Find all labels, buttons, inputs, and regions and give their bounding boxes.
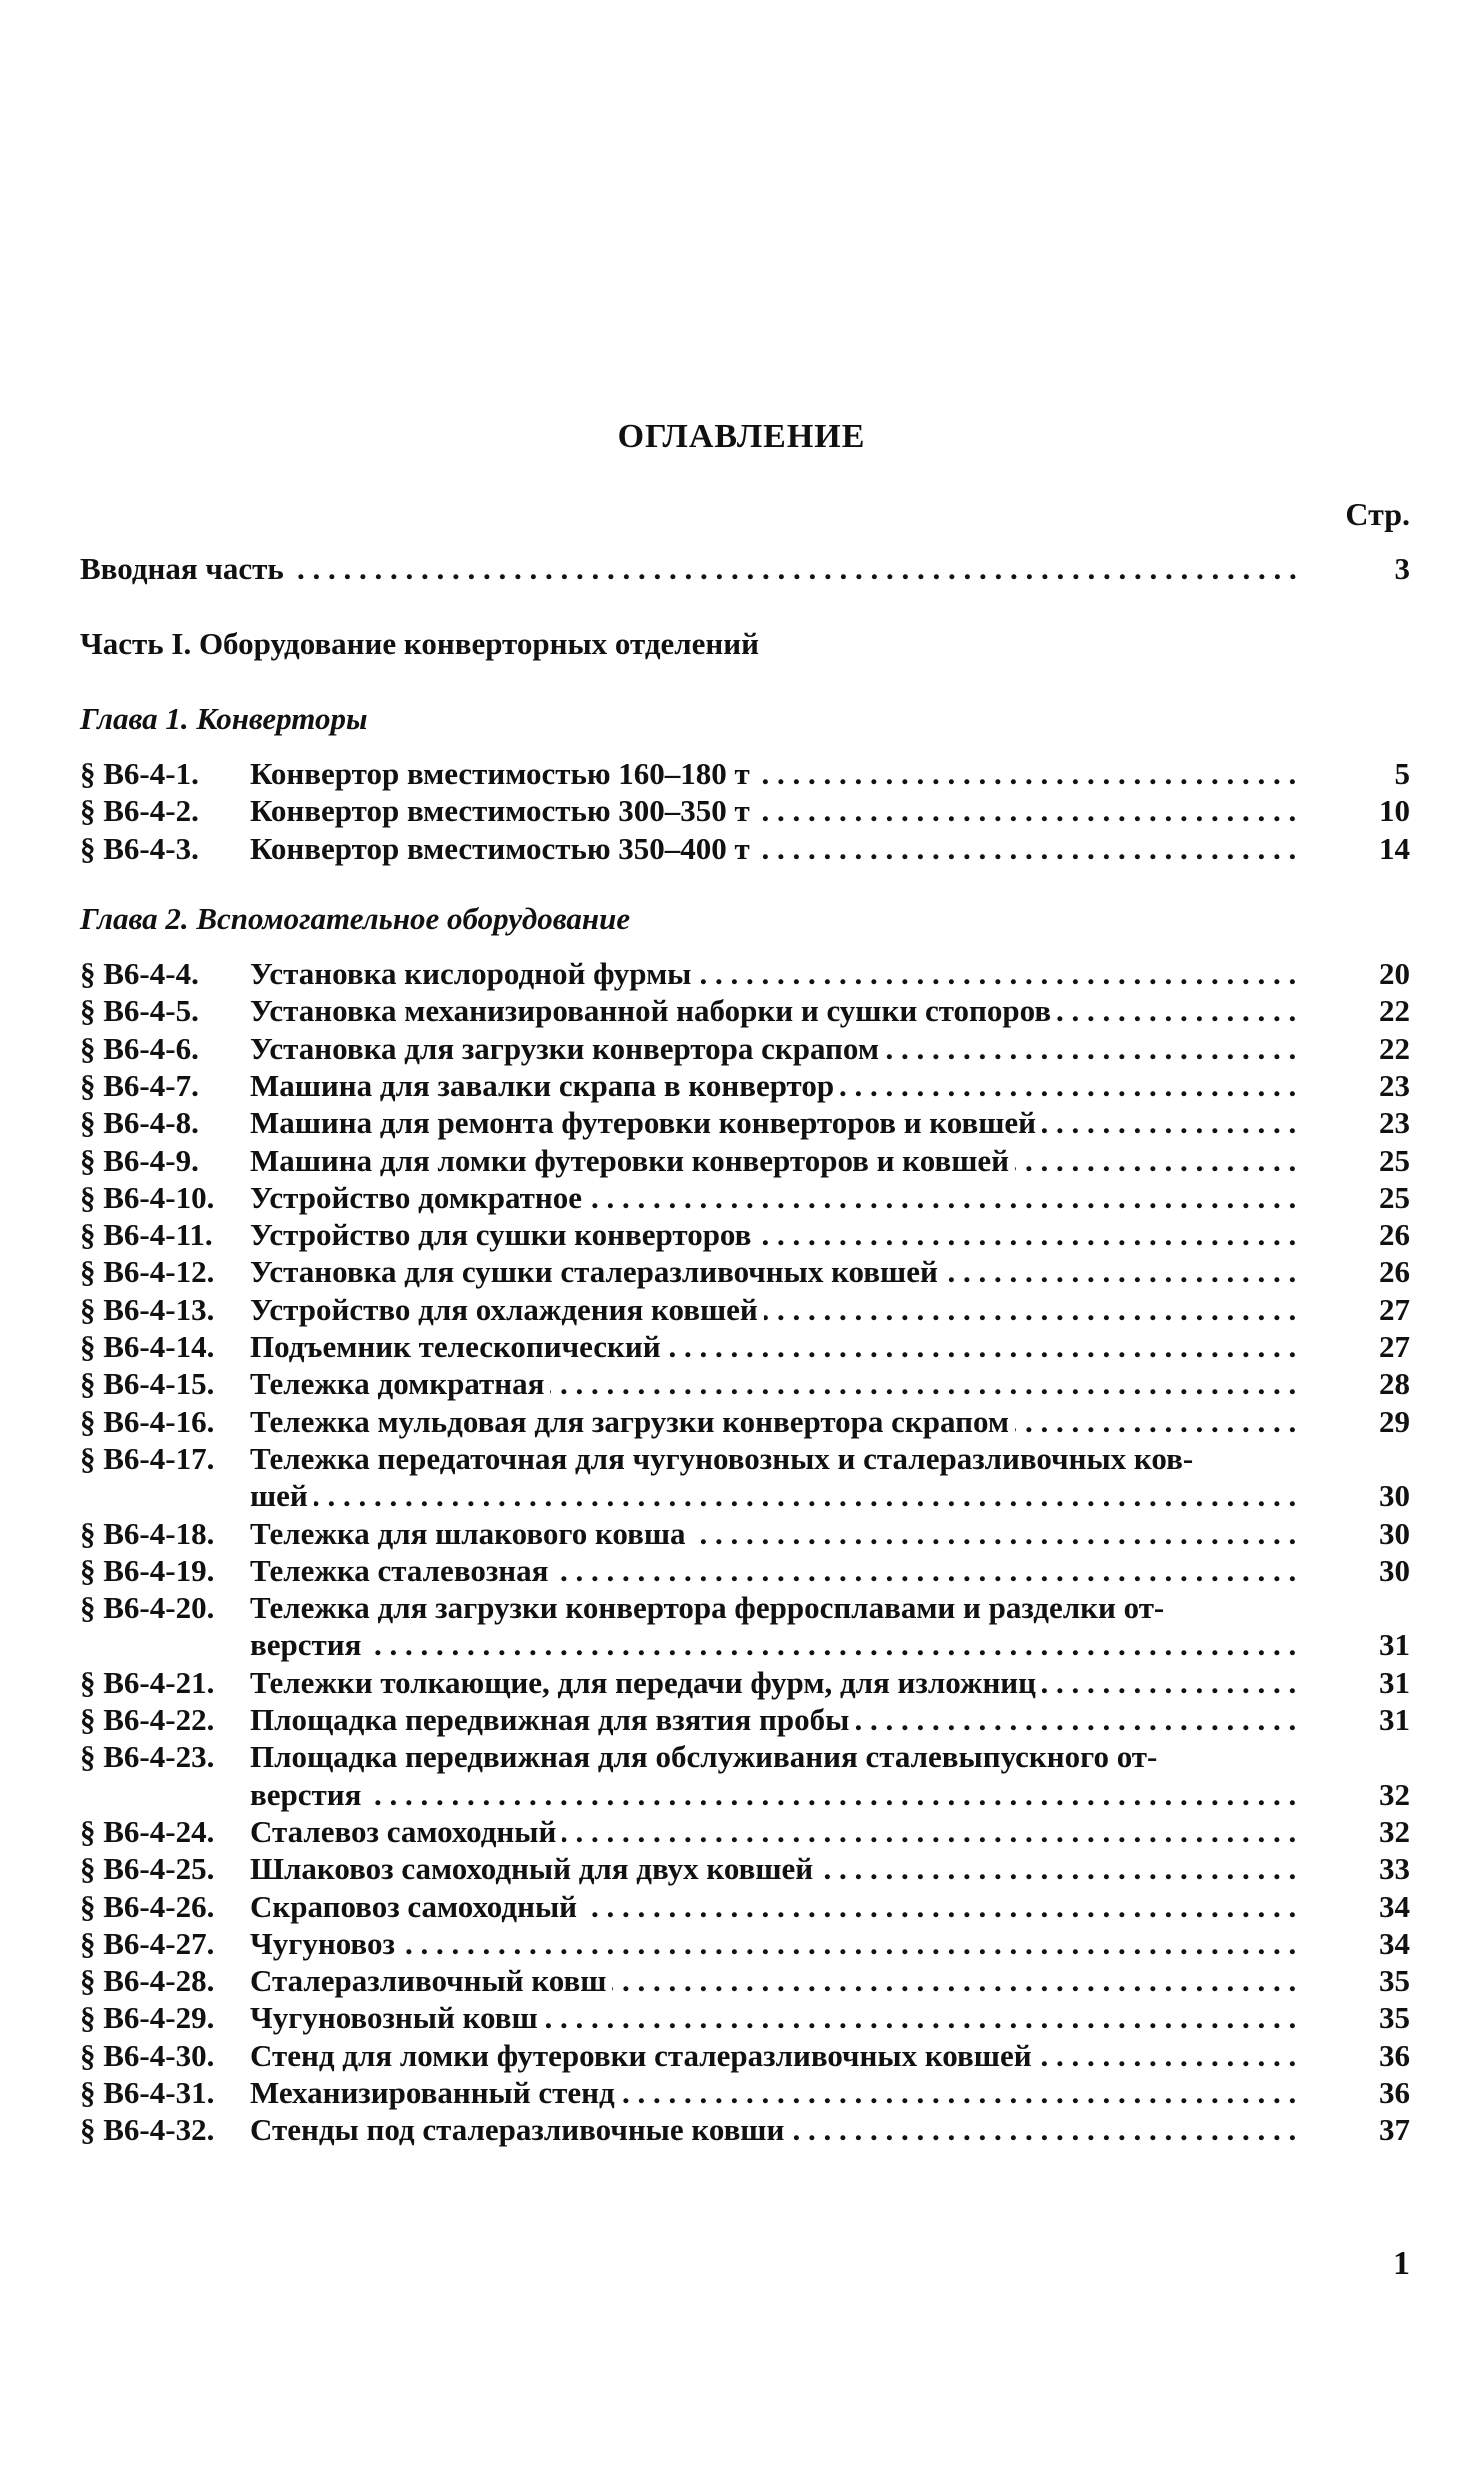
toc-entry [80,1999,1410,2037]
toc-entry-text: Установка для сушки сталеразливочных ковшей [250,1254,944,1289]
toc-entry-text: Устройство для сушки конверторов [250,1217,757,1252]
toc-entry-page: 30 [1379,1552,1410,1588]
toc-entry-text: Установка для загрузки конвертора скрапом [250,1031,885,1066]
toc-entry-number: § В6-4-32. [80,2112,215,2148]
toc-entry-page: 34 [1379,1925,1410,1961]
toc-entry [80,1925,1410,1963]
toc-entry-text: Чугуновозный ковш [250,2000,544,2035]
toc-entry-number: § В6-4-13. [80,1291,215,1327]
toc-entry [80,992,1410,1030]
toc-entry [80,955,1410,993]
toc-entry-page: 25 [1379,1142,1410,1178]
toc-entry-text: Машина для ломки футеровки конверторов и ковшей [250,1143,1015,1178]
toc-entry-number: § В6-4-25. [80,1851,215,1887]
toc-entry-page: 32 [1379,1776,1410,1812]
toc-entry-number: § В6-4-17. [80,1440,215,1476]
toc-entry-page: 35 [1379,1963,1410,1999]
toc-entry-page: 31 [1379,1664,1410,1700]
toc-entry-number: § В6-4-6. [80,1030,199,1066]
toc-entry-number: § В6-4-15. [80,1366,215,1402]
toc-entry-text: Сталевоз самоходный [250,1814,562,1849]
toc-entry-text: Вводная часть [80,551,290,586]
toc-entry-number: § В6-4-14. [80,1329,215,1364]
toc-entry-number: § В6-4-7. [80,1067,199,1103]
page-number: 1 [1393,2245,1410,2282]
toc-entry-text: Устройство домкратное [250,1180,588,1215]
toc-entry-text: Тележки толкающие, для передачи фурм, для изложниц [250,1665,1042,1700]
toc-entry-number: § В6-4-23. [80,1739,215,1775]
toc-entry-page: 34 [1379,1888,1410,1924]
toc-entry-text: Подъемник телескопический [250,1329,667,1364]
toc-entry [80,2037,1410,2075]
toc-entry-text: Установка механизированной наборки и сушки стопоров [250,993,1057,1028]
toc-entry-text: Машина для ремонта футеровки конверторов и ковшей [250,1105,1042,1140]
toc-entry-number: § В6-4-16. [80,1403,215,1439]
toc-entry-text: Тележка для шлакового ковша [250,1516,692,1551]
toc-entry-text-continued: верстия [250,1777,367,1812]
toc-entry-text: Машина для завалки скрапа в конвертор [250,1068,840,1103]
toc-entry [80,792,1410,830]
toc-entry-text: Площадка передвижная для обслуживания сталевыпускного от- [250,1739,1163,1774]
toc-entry [80,1888,1410,1926]
toc-entry-number: § В6-4-28. [80,1963,215,1999]
toc-entry-page: 25 [1379,1179,1410,1215]
toc-entry-text: Шлаковоз самоходный для двух ковшей [250,1851,819,1886]
toc-entry-number: § В6-4-29. [80,2000,215,2036]
toc-entry-number: § В6-4-31. [80,2075,215,2110]
toc-entry [80,1515,1410,1553]
toc-entry-page: 10 [1379,793,1410,829]
toc-entry-text: Сталеразливочный ковш [250,1963,612,1998]
toc-entry-text: Конвертор вместимостью 350–400 т [250,831,756,866]
toc-entry-number: § В6-4-22. [80,1702,215,1737]
toc-entry-page: 32 [1379,1813,1410,1849]
toc-entry-number: § В6-4-3. [80,830,199,866]
toc-entry-page: 33 [1379,1851,1410,1887]
toc-entry [80,1962,1410,2000]
toc-entry-number: § В6-4-2. [80,793,199,829]
toc-entry-text-continued: шей [250,1478,314,1513]
toc-entry-page: 14 [1379,830,1410,866]
toc-entry [80,1589,1410,1627]
toc-entry-page: 22 [1379,993,1410,1029]
toc-entry-text: Стенд для ломки футеровки сталеразливочных ковшей [250,2038,1038,2073]
toc-entry-text: Скраповоз самоходный [250,1889,583,1924]
toc-entry-page: 30 [1379,1515,1410,1551]
toc-entry-number: § В6-4-12. [80,1254,215,1290]
toc-entry [80,1104,1410,1142]
toc-entry-page: 23 [1379,1105,1410,1141]
toc-entry [80,755,1410,793]
toc-entry-text: Устройство для охлаждения ковшей [250,1292,764,1327]
toc-entry-text: Тележка передаточная для чугуновозных и сталеразливочных ков- [250,1441,1199,1476]
toc-entry [80,1328,1410,1366]
toc-entry-page: 20 [1379,956,1410,991]
toc-entry [80,1403,1410,1441]
page-column-header: Стр. [1345,496,1410,532]
toc-entry-number: § В6-4-9. [80,1142,199,1178]
toc-entry-number: § В6-4-24. [80,1813,215,1849]
chapter-heading: Глава 2. Вспомогательное оборудование [80,901,631,936]
toc-entry-text: Механизированный стенд [250,2075,621,2110]
toc-entry-page: 31 [1379,1627,1410,1663]
toc-entry-page: 26 [1379,1217,1410,1253]
toc-entry [80,1030,1410,1068]
toc-entry-page: 35 [1379,2000,1410,2036]
toc-entry-number: § В6-4-30. [80,2037,215,2073]
part-heading: Часть I. Оборудование конверторных отделений [80,626,760,661]
toc-entry-page: 27 [1379,1329,1410,1364]
toc-entry-number: § В6-4-26. [80,1888,215,1924]
toc-entry-text: Тележка домкратная [250,1366,550,1401]
toc-entry-text: Площадка передвижная для взятия пробы [250,1702,855,1737]
toc-entry-page: 22 [1379,1030,1410,1066]
toc-entry-continuation [80,1776,1410,1814]
toc-entry [80,1850,1410,1888]
toc-entry [80,1142,1410,1180]
toc-entry-number: § В6-4-8. [80,1105,199,1141]
toc-entry-text: Тележка для загрузки конвертора ферросплавами и разделки от- [250,1590,1170,1625]
toc-entry [80,1813,1410,1851]
toc-entry [80,2074,1410,2112]
toc-entry-number: § В6-4-10. [80,1179,215,1215]
toc-entry-number: § В6-4-5. [80,993,199,1029]
toc-entry-page: 28 [1379,1366,1410,1402]
toc-entry [80,1701,1410,1739]
toc-entry-text: Конвертор вместимостью 300–350 т [250,793,756,828]
toc-entry [80,1664,1410,1702]
toc-entry [80,1253,1410,1291]
toc-entry-number: § В6-4-20. [80,1590,215,1626]
toc-entry-page: 29 [1379,1403,1410,1439]
toc-entry-text: Чугуновоз [250,1926,401,1961]
toc-entry-page: 36 [1379,2075,1410,2110]
toc-entry-number: § В6-4-18. [80,1515,215,1551]
toc-entry-page: 26 [1379,1254,1410,1290]
toc-entry-number: § В6-4-1. [80,756,199,791]
toc-entry [80,1291,1410,1329]
toc-entry-page: 27 [1379,1291,1410,1327]
toc-entry-number: § В6-4-4. [80,956,199,991]
toc-entry [80,1440,1410,1478]
toc-entry-number: § В6-4-27. [80,1925,215,1961]
toc-entry-continuation [80,1477,1410,1515]
toc-entry [80,1738,1410,1776]
toc-entry-page: 31 [1379,1702,1410,1737]
toc-entry-page: 3 [1394,551,1410,586]
toc-entry [80,1179,1410,1217]
toc-entry-text: Конвертор вместимостью 160–180 т [250,756,756,791]
toc-entry-page: 30 [1379,1478,1410,1514]
toc-entry [80,1067,1410,1105]
toc-entry-intro [80,550,1410,588]
toc-entry-number: § В6-4-21. [80,1664,215,1700]
toc-entry [80,2111,1410,2149]
toc-entry [80,1365,1410,1403]
toc-entry [80,1552,1410,1590]
toc-entry-page: 36 [1379,2037,1410,2073]
toc-entry-page: 5 [1394,756,1410,791]
toc-entry [80,830,1410,868]
page-title: ОГЛАВЛЕНИЕ [617,418,866,455]
toc-entry-text: Установка кислородной фурмы [250,956,697,991]
chapter-heading: Глава 1. Конверторы [80,701,368,736]
toc-entry-text: Стенды под сталеразливочные ковши [250,2112,790,2147]
toc-entry-number: § В6-4-19. [80,1552,215,1588]
toc-entry-continuation [80,1626,1410,1664]
toc-entry-text-continued: верстия [250,1627,367,1662]
toc-entry-text: Тележка сталевозная [250,1553,554,1588]
toc-entry [80,1216,1410,1254]
toc-entry-page: 37 [1379,2112,1410,2148]
toc-entry-number: § В6-4-11. [80,1217,213,1253]
toc-entry-page: 23 [1379,1067,1410,1103]
toc-entry-text: Тележка мульдовая для загрузки конвертора скрапом [250,1404,1015,1439]
